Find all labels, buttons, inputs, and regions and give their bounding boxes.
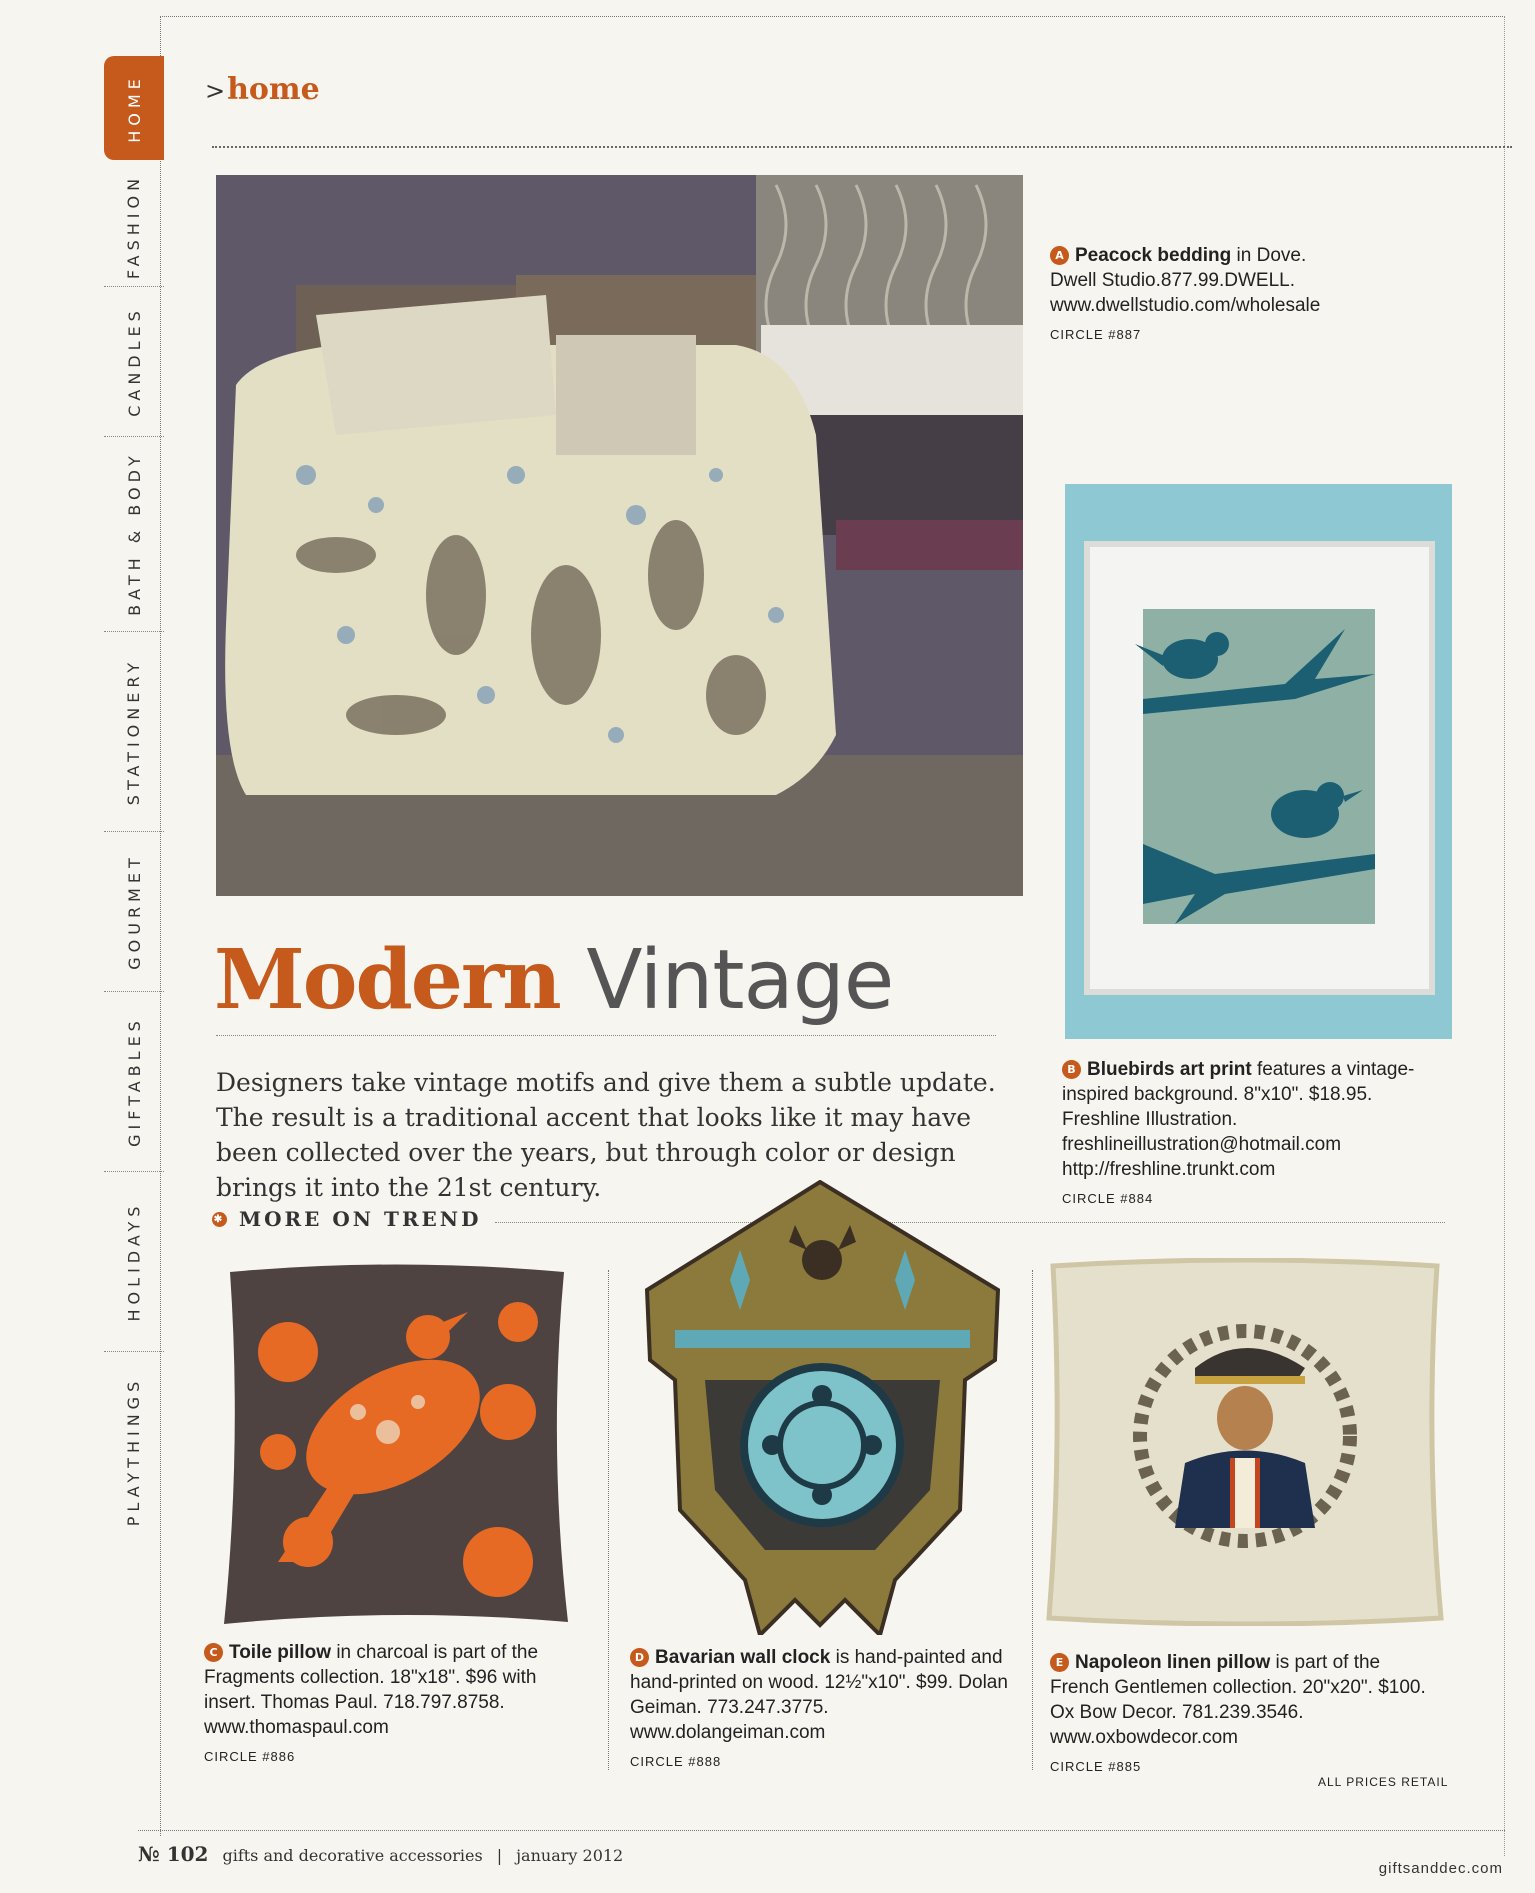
vendor-url[interactable]: www.dwellstudio.com/wholesale (1050, 295, 1321, 316)
badge-d: D (630, 1648, 649, 1667)
vendor-line: Dwell Studio.877.99.DWELL. (1050, 270, 1296, 291)
bluebirds-art-print-photo (1065, 484, 1452, 1039)
tab-gourmet[interactable]: GOURMET (104, 831, 164, 992)
article-dek: Designers take vintage motifs and give them a subtle update. The result is a traditional accent that looks like it may have been collected over the years, but through color or design brings it into the 21st century. (216, 1068, 996, 1202)
section-label: home (227, 72, 320, 107)
caption-bluebirds-print: B Bluebirds art print features a vintage-inspired background. 8"x10". $18.95. Freshline Illustration. freshlineillustration@hotmail.com http://freshline.trunkt.com CIRCLE #884 (1062, 1057, 1462, 1211)
badge-a: A (1050, 246, 1069, 265)
badge-c: C (204, 1643, 223, 1662)
tab-candles[interactable]: CANDLES (104, 286, 164, 437)
category-sidebar (104, 56, 164, 1776)
bluebirds-illustration (1065, 484, 1452, 1039)
trend-bullet-icon: ✱ (213, 1213, 226, 1225)
section-arrow-icon: > (205, 77, 226, 105)
footer-rule (138, 1830, 1505, 1831)
clock-illustration (645, 1180, 1000, 1635)
toile-pillow-illustration (218, 1262, 574, 1632)
vendor-line: Freshline Illustration. (1062, 1109, 1238, 1130)
vendor-url[interactable]: http://freshline.trunkt.com (1062, 1159, 1276, 1180)
product-name: Peacock bedding (1075, 245, 1232, 266)
vendor-url[interactable]: www.thomaspaul.com (204, 1717, 389, 1738)
circle-number: CIRCLE #888 (630, 1754, 722, 1769)
tab-bath-body[interactable]: BATH & BODY (104, 436, 164, 632)
vendor-url[interactable]: www.dolangeiman.com (630, 1722, 826, 1743)
tab-stationery[interactable]: STATIONERY (104, 631, 164, 832)
vendor-url[interactable]: www.oxbowdecor.com (1050, 1727, 1238, 1748)
heading-rule (212, 146, 1512, 148)
caption-bavarian-clock: D Bavarian wall clock is hand-painted and hand-printed on wood. 12½"x10". $99. Dolan Geiman. 773.247.3775. www.dolangeiman.com CIRCLE #888 (630, 1645, 1010, 1774)
caption-napoleon-pillow: E Napoleon linen pillow is part of the French Gentlemen collection. 20"x20". $100. Ox Bow Decor. 781.239.3546. www.oxbowdecor.com CIRCLE #885 (1050, 1650, 1440, 1779)
magazine-name: gifts and decorative accessories (222, 1846, 483, 1865)
circle-number: CIRCLE #886 (204, 1749, 296, 1764)
badge-e: E (1050, 1653, 1069, 1672)
footer-separator: | (496, 1846, 503, 1865)
tab-home[interactable]: HOME (104, 56, 164, 160)
issue-date: january 2012 (516, 1846, 624, 1865)
toile-pillow-photo (218, 1262, 574, 1632)
caption-peacock-bedding: A Peacock bedding in Dove. Dwell Studio.877.99.DWELL. www.dwellstudio.com/wholesale CIRCLE #887 (1050, 243, 1490, 347)
article-title: Modern Vintage (214, 932, 894, 1028)
column-divider (608, 1270, 609, 1770)
circle-number: CIRCLE #885 (1050, 1759, 1142, 1774)
product-name: Toile pillow (229, 1642, 332, 1663)
section-heading (205, 72, 320, 107)
tab-holidays[interactable]: HOLIDAYS (104, 1171, 164, 1352)
page-number: № 102 (138, 1842, 209, 1866)
more-on-trend-heading: ✱ MORE ON TREND (213, 1207, 482, 1231)
prices-note: ALL PRICES RETAIL (1318, 1775, 1449, 1789)
page-footer (138, 1842, 623, 1866)
tab-giftables[interactable]: GIFTABLES (104, 991, 164, 1172)
title-rule (216, 1035, 996, 1036)
bedroom-illustration (216, 175, 1023, 896)
circle-number: CIRCLE #887 (1050, 327, 1142, 342)
vendor-email[interactable]: freshlineillustration@hotmail.com (1062, 1134, 1342, 1155)
napoleon-pillow-illustration (1045, 1258, 1445, 1626)
product-name: Bavarian wall clock (655, 1647, 831, 1668)
caption-toile-pillow: C Toile pillow in charcoal is part of the Fragments collection. 18"x18". $96 with insert. Thomas Paul. 718.797.8758. www.thomaspaul.com CIRCLE #886 (204, 1640, 584, 1769)
page-border-top (160, 16, 1505, 17)
tab-playthings[interactable]: PLAYTHINGS (124, 1376, 144, 1526)
column-divider (1032, 1270, 1033, 1770)
napoleon-linen-pillow-photo (1045, 1258, 1445, 1626)
footer-website[interactable]: giftsanddec.com (1378, 1860, 1503, 1877)
product-name: Napoleon linen pillow (1075, 1652, 1271, 1673)
peacock-bedding-photo (216, 175, 1023, 896)
page-border-right (1504, 16, 1505, 1856)
bavarian-wall-clock-photo (645, 1180, 1000, 1635)
tab-fashion[interactable]: FASHION (104, 166, 164, 287)
product-name: Bluebirds art print (1087, 1059, 1252, 1080)
circle-number: CIRCLE #884 (1062, 1191, 1154, 1206)
badge-b: B (1062, 1060, 1081, 1079)
